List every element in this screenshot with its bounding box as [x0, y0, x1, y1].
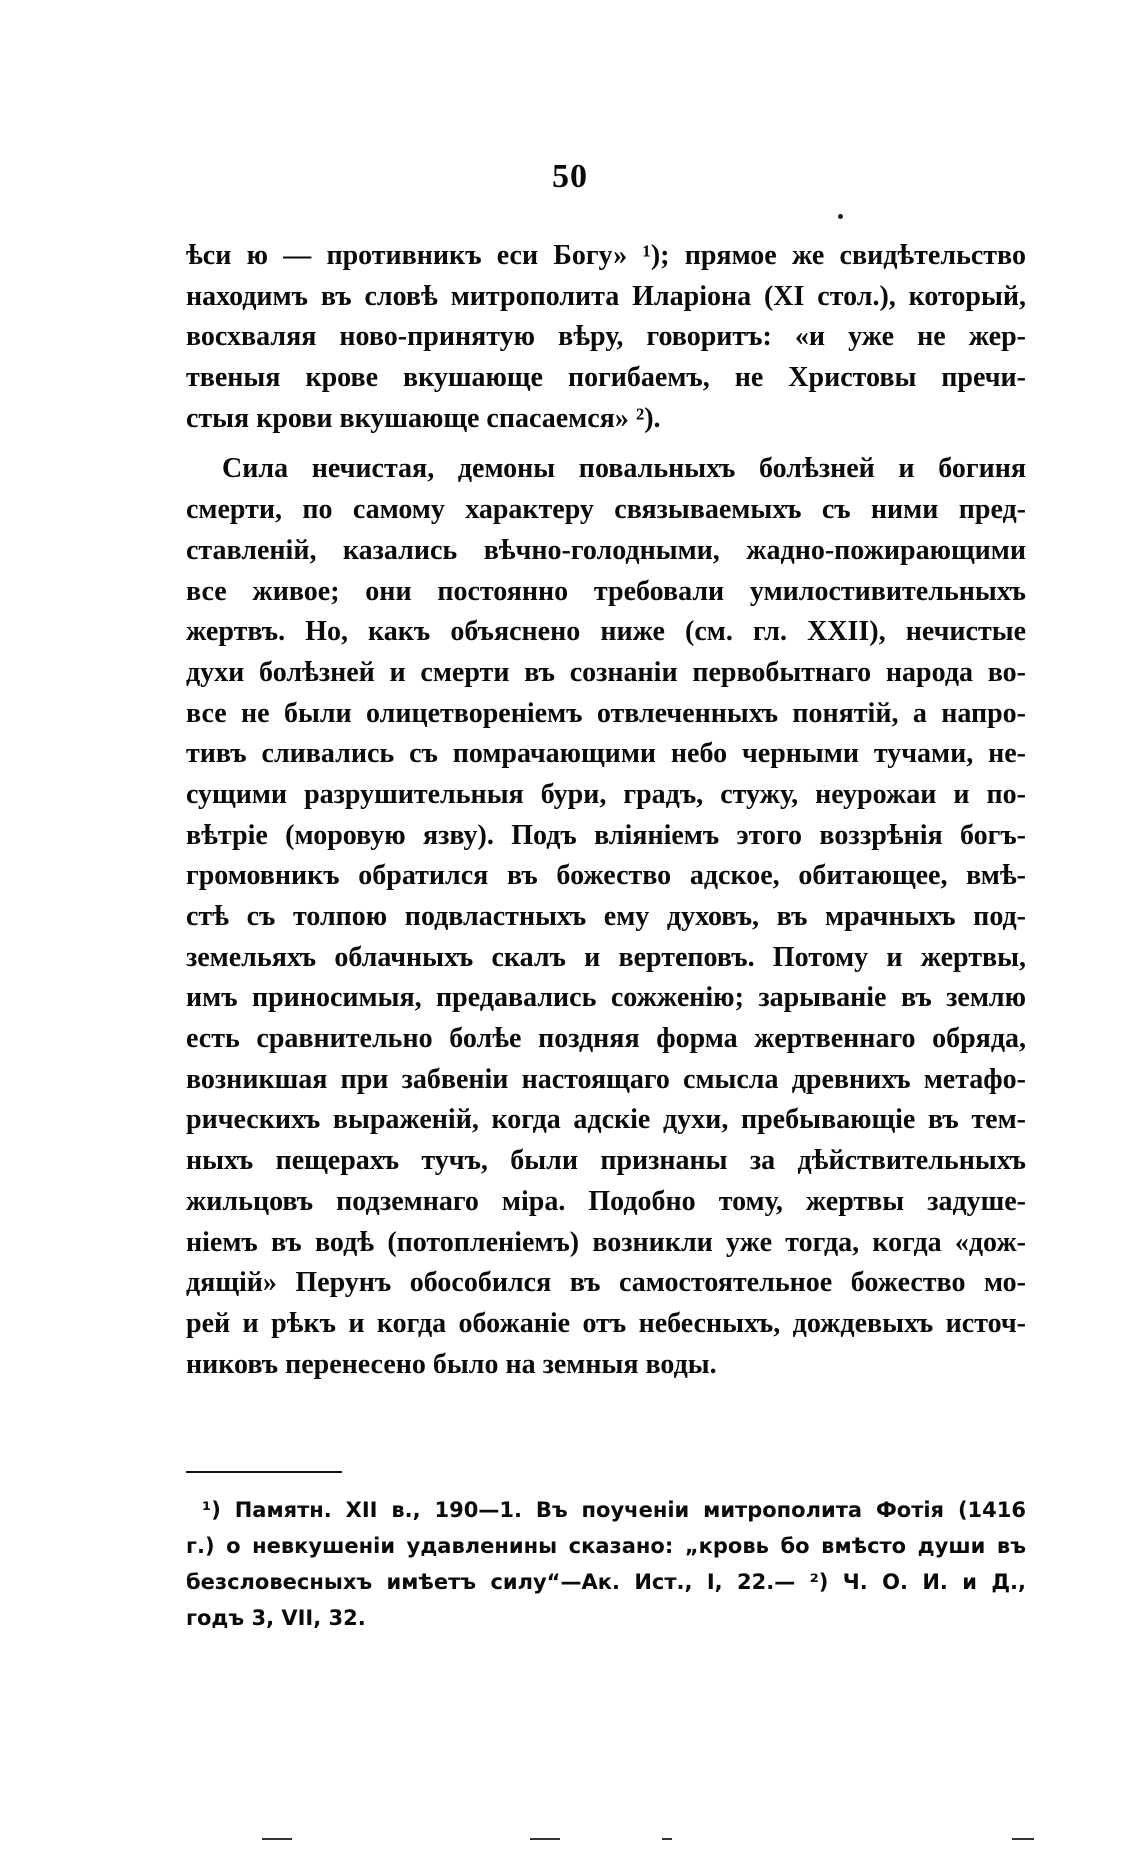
text-line: есть сравнительно болѣе поздняя форма жертвеннаго обряда, — [186, 1023, 1026, 1055]
scan-mark — [530, 1838, 560, 1840]
footnote-line: г.) о невкушеніи удавленины сказано: „кровь бо вмѣсто души въ — [186, 1534, 1026, 1558]
text-line: восхваляя ново-принятую вѣру, говоритъ: «и уже не жер- — [186, 321, 1026, 353]
text-line: рей и рѣкъ и когда обожаніе отъ небесныхъ, дождевыхъ источ- — [186, 1307, 1026, 1339]
footnote-divider — [186, 1471, 342, 1473]
text-line: смерти, по самому характеру связываемыхъ съ ними пред- — [186, 494, 1026, 526]
text-line: духи болѣзней и смерти въ сознаніи первобытнаго народа во- — [186, 656, 1026, 688]
page-number: 50 — [552, 158, 588, 195]
ink-dot — [838, 214, 843, 219]
text-line: все не были олицетвореніемъ отвлеченныхъ понятій, а напро- — [186, 697, 1026, 729]
text-line: никовъ перенесено было на земныя воды. — [186, 1348, 717, 1380]
text-line: земельяхъ облачныхъ скалъ и вертеповъ. Потому и жертвы, — [186, 941, 1026, 973]
text-line: все живое; они постоянно требовали умилостивительныхъ — [186, 575, 1026, 607]
text-line: находимъ въ словѣ митрополита Иларіона (XI стол.), который, — [186, 280, 1026, 312]
text-line: вѣтріе (моровую язву). Подъ вліяніемъ этого воззрѣнія богъ- — [186, 819, 1026, 851]
footnotes — [186, 1492, 1026, 1636]
text-line: рическихъ выраженій, когда адскіе духи, пребывающіе въ тем- — [186, 1104, 1026, 1136]
text-line: ставленій, казались вѣчно-голодными, жадно-пожирающими — [186, 534, 1026, 566]
footnote-line: безсловесныхъ имѣетъ силу“—Ак. Ист., I, 22.— ²) Ч. О. И. и Д., — [186, 1570, 1026, 1594]
text-line: сущими разрушительныя бури, градъ, стужу, неурожаи и по- — [186, 778, 1026, 810]
paragraph-gap — [186, 439, 1026, 449]
text-line: возникшая при забвеніи настоящаго смысла древнихъ метафо- — [186, 1063, 1026, 1095]
text-line: ныхъ пещерахъ тучъ, были признаны за дѣйствительныхъ — [186, 1145, 1026, 1177]
body-text — [186, 236, 1026, 1385]
footnote-line: ¹) Памятн. XII в., 190—1. Въ поученіи митрополита Фотія (1416 — [202, 1498, 1026, 1522]
scan-edge-marks — [0, 1838, 1140, 1842]
text-line: стыя крови вкушающе спасаемся» ²). — [186, 402, 661, 434]
text-line: жильцовъ подземнаго міра. Подобно тому, жертвы задуше- — [186, 1185, 1026, 1217]
text-line: стѣ съ толпою подвластныхъ ему духовъ, въ мрачныхъ под- — [186, 901, 1026, 932]
text-line: громовникъ обратился въ божество адское, обитающее, вмѣ- — [186, 860, 1026, 892]
text-line: дящій» Перунъ обособился въ самостоятельное божество мо- — [186, 1267, 1026, 1299]
text-line: имъ приносимыя, предавались сожженію; зарываніе въ землю — [186, 982, 1026, 1014]
text-line: жертвъ. Но, какъ объяснено ниже (см. гл. XXII), нечистые — [186, 616, 1026, 648]
text-line: твеныя крове вкушающе погибаемъ, не Христовы пречи- — [186, 362, 1026, 394]
scan-mark — [1012, 1838, 1034, 1840]
footnote-line: годъ 3, VII, 32. — [186, 1606, 366, 1630]
text-line: ніемъ въ водѣ (потопленіемъ) возникли уже тогда, когда «дож- — [186, 1226, 1026, 1258]
scan-mark — [662, 1838, 672, 1840]
text-line: ѣси ю — противникъ еси Богу» ¹); прямое же свидѣтельство — [186, 240, 1026, 271]
text-line: тивъ сливались съ помрачающими небо черными тучами, не- — [186, 738, 1026, 770]
text-line: Сила нечистая, демоны повальныхъ болѣзней и богиня — [222, 453, 1026, 485]
scan-mark — [262, 1838, 292, 1840]
